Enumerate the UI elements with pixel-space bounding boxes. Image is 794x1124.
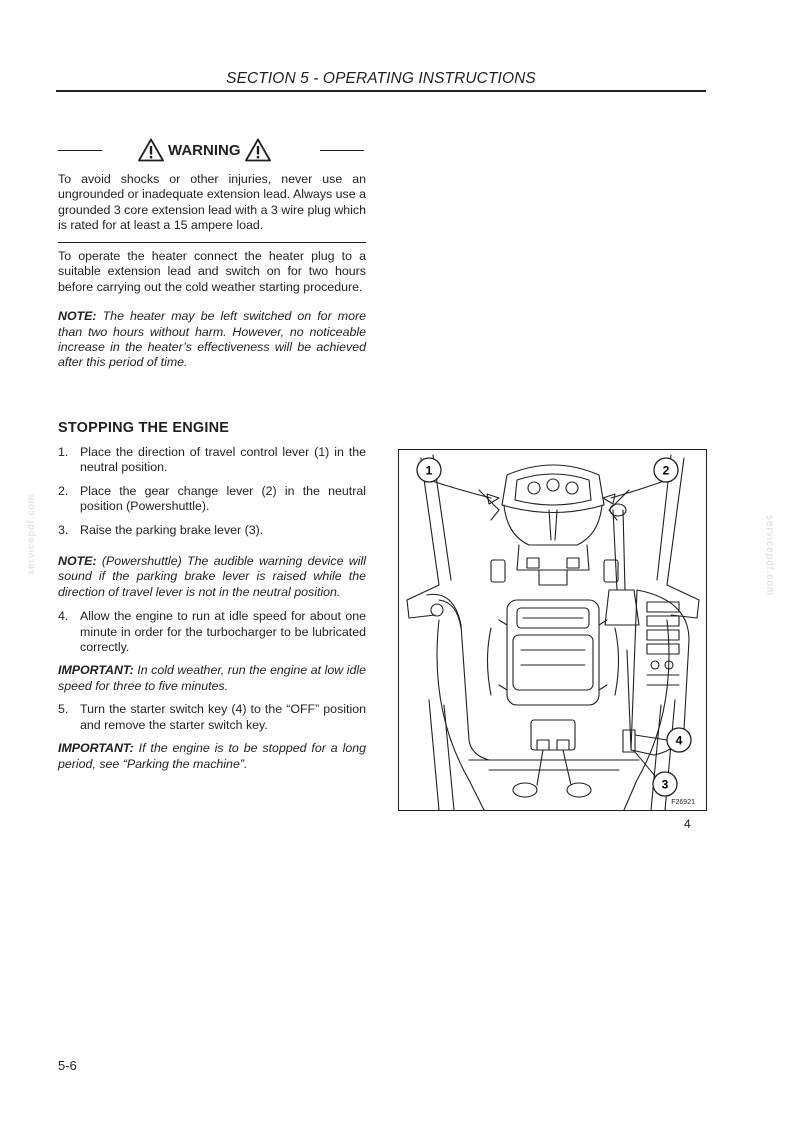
callout-4	[635, 728, 691, 752]
watermark-right: servicepdf.com	[764, 515, 775, 597]
stopping-section	[58, 420, 366, 772]
warning-text: To avoid shocks or other injuries, never use an ungrounded or inadequate extension lead. Always use a grounded 3 core extension lead with a 3 wire plug which is rated for at least a 15 ampere load.	[58, 172, 366, 233]
note-label: NOTE:	[58, 554, 97, 569]
figure-number: 4	[684, 817, 691, 831]
figure-code: F26921	[671, 799, 695, 806]
page-number: 5-6	[58, 1058, 77, 1073]
warning-triangle-icon	[138, 138, 164, 162]
step-text: Turn the starter switch key (4) to the “OFF” position and remove the starter switch key.	[80, 702, 366, 732]
important-label: IMPORTANT:	[58, 663, 134, 678]
step-number: 3.	[58, 522, 69, 537]
important-text: In cold weather, run the engine at low idle speed for three to five minutes.	[58, 663, 366, 693]
note-text: (Powershuttle) The audible warning device will sound if the parking brake lever is raised while the direction of travel lever is not in the neutral position.	[58, 554, 366, 599]
callout-3-label: 3	[661, 777, 669, 792]
cab-controls-illustration-icon	[399, 450, 706, 810]
powershuttle-note	[58, 554, 366, 600]
step-text: Place the gear change lever (2) in the neutral position (Powershuttle).	[80, 483, 366, 514]
section-heading: STOPPING THE ENGINE	[58, 420, 230, 436]
step-list	[58, 445, 366, 538]
note-label: NOTE:	[58, 309, 97, 324]
step-number: 1.	[58, 445, 69, 459]
step-text: Place the direction of travel control lever (1) in the neutral position.	[80, 445, 366, 475]
callout-2-label: 2	[662, 463, 670, 478]
list-item	[58, 484, 366, 515]
important-note	[58, 663, 366, 694]
list-item	[58, 445, 366, 476]
callout-1-label: 1	[425, 463, 433, 478]
warning-label: WARNING	[168, 141, 241, 159]
warning-rule-left	[58, 150, 102, 151]
callout-2	[654, 458, 678, 482]
important-label: IMPORTANT:	[58, 741, 134, 756]
important-text: If the engine is to be stopped for a long period, see “Parking the machine”.	[58, 741, 366, 771]
heater-note	[58, 309, 366, 371]
step-number: 2.	[58, 483, 69, 498]
warning-triangle-icon	[245, 138, 271, 162]
warning-rule-right	[320, 150, 364, 151]
heater-section	[58, 249, 366, 371]
figure-cab-controls	[398, 449, 707, 811]
warning-bottom-rule	[58, 242, 366, 243]
section-title: SECTION 5 - OPERATING INSTRUCTIONS	[226, 70, 536, 87]
list-item	[58, 523, 366, 538]
list-item	[58, 609, 366, 655]
step-number: 5.	[58, 702, 69, 717]
step-text: Raise the parking brake lever (3).	[80, 522, 264, 537]
warning-label-group	[138, 138, 271, 162]
step-text: Allow the engine to run at idle speed for about one minute in order for the turbocharger to be lubricated correctly.	[80, 609, 366, 655]
callout-1	[417, 458, 441, 482]
list-item	[58, 702, 366, 733]
header-rule	[56, 90, 706, 92]
callout-4-label: 4	[675, 733, 683, 748]
important-note	[58, 741, 366, 772]
note-text: The heater may be left switched on for more than two hours without harm. However, no noticeable increase in the heater’s effectiveness will be achieved after this period of time.	[58, 309, 366, 370]
step-number: 4.	[58, 609, 69, 624]
warning-heading	[58, 135, 366, 169]
warning-body	[58, 172, 366, 234]
watermark-left: servicepdf.com	[26, 493, 37, 575]
heater-paragraph: To operate the heater connect the heater plug to a suitable extension lead and switch on for two hours before carrying out the cold weather starting procedure.	[58, 249, 366, 294]
